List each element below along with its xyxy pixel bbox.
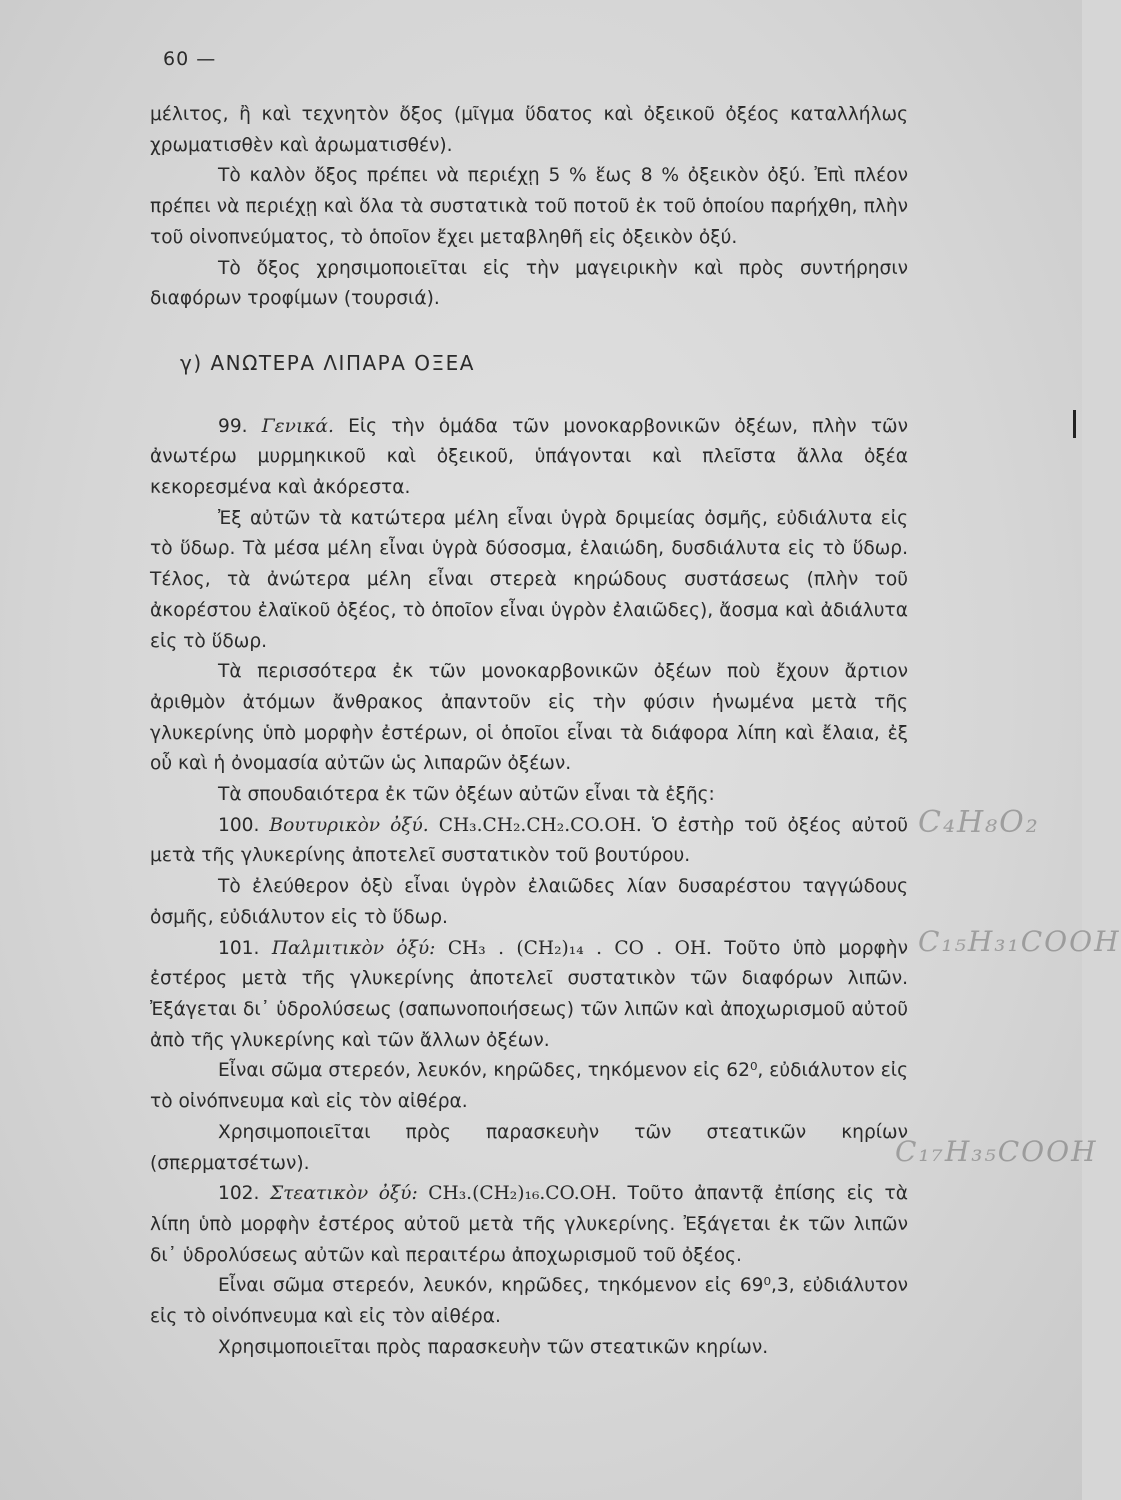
paragraph: Χρησιμοποιεῖται πρὸς παρασκευὴν τῶν στεατικῶν κηρίων.: [218, 1336, 769, 1358]
section-100: [150, 811, 908, 872]
paragraph: Τὸ καλὸν ὄξος πρέπει νὰ περιέχῃ 5 % ἕως 8 % ὀξεικὸν ὀξύ. Ἐπὶ πλέον πρέπει νὰ περιέχῃ καὶ ὅλα τὰ συστατικὰ τοῦ ποτοῦ ἐκ τοῦ ὁποίου παρήχθη, πλὴν τοῦ οἰνοπνεύματος, τὸ ὁποῖον ἔχει μεταβληθῆ εἰς ὀξεικὸν ὀξύ.: [150, 165, 908, 248]
handwritten-note: C₄H₈O₂: [918, 805, 1040, 840]
section-number: 100.: [218, 814, 260, 836]
paragraph: Τὰ σπουδαιότερα ἐκ τῶν ὀξέων αὐτῶν εἶναι τὰ ἑξῆς:: [218, 784, 715, 806]
paragraph: μέλιτος, ἢ καὶ τεχνητὸν ὄξος (μῖγμα ὕδατος καὶ ὀξεικοῦ ὀξέος καταλλήλως χρωματισθὲν καὶ ἀρωματισθέν).: [150, 104, 908, 156]
paragraph: Ἐξ αὐτῶν τὰ κατώτερα μέλη εἶναι ὑγρὰ δριμείας ὀσμῆς, εὐδιάλυτα εἰς τὸ ὕδωρ. Τὰ μέσα μέλη εἶναι ὑγρὰ δύσοσμα, ἐλαιώδη, δυσδιάλυτα εἰς τὸ ὕδωρ. Τέλος, τὰ ἀνώτερα μέλη εἶναι στερεὰ κηρώδους συστάσεως (πλὴν τοῦ ἀκορέστου ἐλαϊκοῦ ὀξέος, τὸ ὁποῖον εἶναι ὑγρὸν ἐλαιῶδες), ἄοσμα καὶ ἀδιάλυτα εἰς τὸ ὕδωρ.: [150, 507, 908, 652]
section-text: Ὁ ἐστὴρ τοῦ ὀξέος αὐτοῦ μετὰ τῆς γλυκερίνης ἀποτελεῖ συστατικὸν τοῦ βουτύρου.: [150, 814, 908, 867]
edge-mark: [1073, 410, 1076, 438]
paragraph: Τὸ ἐλεύθερον ὀξὺ εἶναι ὑγρὸν ἐλαιῶδες λίαν δυσαρέστου ταγγώδους ὀσμῆς, εὐδιάλυτον εἰς τὸ ὕδωρ.: [150, 876, 908, 928]
handwritten-note: C₁₅H₃₁COOH: [918, 925, 1121, 958]
section-title: Βουτυρικὸν ὀξύ.: [269, 814, 429, 836]
section-101: [150, 934, 908, 1057]
section-heading: γ) ΑΝΩΤΕΡΑ ΛΙΠΑΡΑ ΟΞΕΑ: [180, 350, 475, 375]
section-number: 102.: [218, 1183, 260, 1205]
section-text: Εἰς τὴν ὁμάδα τῶν μονοκαρβονικῶν ὀξέων, πλὴν τῶν ἀνωτέρω μυρμηκικοῦ καὶ ὀξεικοῦ, ὑπάγονται καὶ πλεῖστα ἄλλα ὀξέα κεκορεσμένα καὶ ἀκόρεστα.: [150, 415, 908, 499]
paragraph: Τὸ ὄξος χρησιμοποιεῖται εἰς τὴν μαγειρικὴν καὶ πρὸς συντήρησιν διαφόρων τροφίμων (τουρσιά).: [150, 257, 908, 310]
section-number: 101.: [218, 937, 260, 959]
section-title: Στεατικὸν ὀξύ:: [269, 1183, 418, 1205]
page-number: 60 —: [163, 48, 217, 70]
paragraph: Εἶναι σῶμα στερεόν, λευκόν, κηρῶδες, τηκόμενον εἰς 69⁰,3, εὐδιάλυτον εἰς τὸ οἰνόπνευμα καὶ εἰς τὸν αἰθέρα.: [150, 1275, 908, 1328]
section-title: Παλμιτικὸν ὀξύ:: [271, 937, 436, 959]
section-99: [150, 412, 908, 504]
section-text: Τοῦτο ὑπὸ μορφὴν ἐστέρος μετὰ τῆς γλυκερίνης ἀποτελεῖ συστατικὸν τῶν διαφόρων λιπῶν. Ἐξάγεται δι᾿ ὑδρολύσεως (σαπωνοποιήσεως) τῶν λιπῶν καὶ ἀποχωρισμοῦ αὐτοῦ ἀπὸ τῆς γλυκερίνης καὶ τῶν ἄλλων ὀξέων.: [150, 937, 908, 1051]
handwritten-note: C₁₇H₃₅COOH: [895, 1135, 1098, 1168]
chemical-formula: CH₃.CH₂.CH₂.CO.OH.: [438, 814, 642, 836]
section-102: [150, 1179, 908, 1271]
section-number: 99.: [218, 415, 248, 437]
paragraph: Τὰ περισσότερα ἐκ τῶν μονοκαρβονικῶν ὀξέων ποὺ ἔχουν ἄρτιον ἀριθμὸν ἀτόμων ἄνθρακος ἀπαντοῦν εἰς τὴν φύσιν ἡνωμένα μετὰ τῆς γλυκερίνης ὑπὸ μορφὴν ἐστέρων, οἱ ὁποῖοι εἶναι τὰ διάφορα λίπη καὶ ἔλαια, ἐξ οὗ καὶ ἡ ὀνομασία αὐτῶν ὡς λιπαρῶν ὀξέων.: [150, 661, 908, 775]
body-text: [150, 100, 908, 1363]
paragraph: Χρησιμοποιεῖται πρὸς παρασκευὴν τῶν στεατικῶν κηρίων (σπερματσέτων).: [150, 1121, 908, 1174]
section-text: Τοῦτο ἀπαντᾷ ἐπίσης εἰς τὰ λίπη ὑπὸ μορφὴν ἐστέρος αὐτοῦ μετὰ τῆς γλυκερίνης. Ἐξάγεται ἐκ τῶν λιπῶν δι᾿ ὑδρολύσεως αὐτῶν καὶ περαιτέρω ἀποχωρισμοῦ τοῦ ὀξέος.: [150, 1183, 908, 1266]
chemical-formula: CH₃ . (CH₂)₁₄ . CO . OH.: [447, 937, 712, 959]
paragraph: Εἶναι σῶμα στερεόν, λευκόν, κηρῶδες, τηκόμενον εἰς 62⁰, εὐδιάλυτον εἰς τὸ οἰνόπνευμα καὶ εἰς τὸν αἰθέρα.: [150, 1060, 908, 1113]
section-title: Γενικά.: [261, 415, 334, 437]
chemical-formula: CH₃.(CH₂)₁₆.CO.OH.: [428, 1183, 617, 1205]
